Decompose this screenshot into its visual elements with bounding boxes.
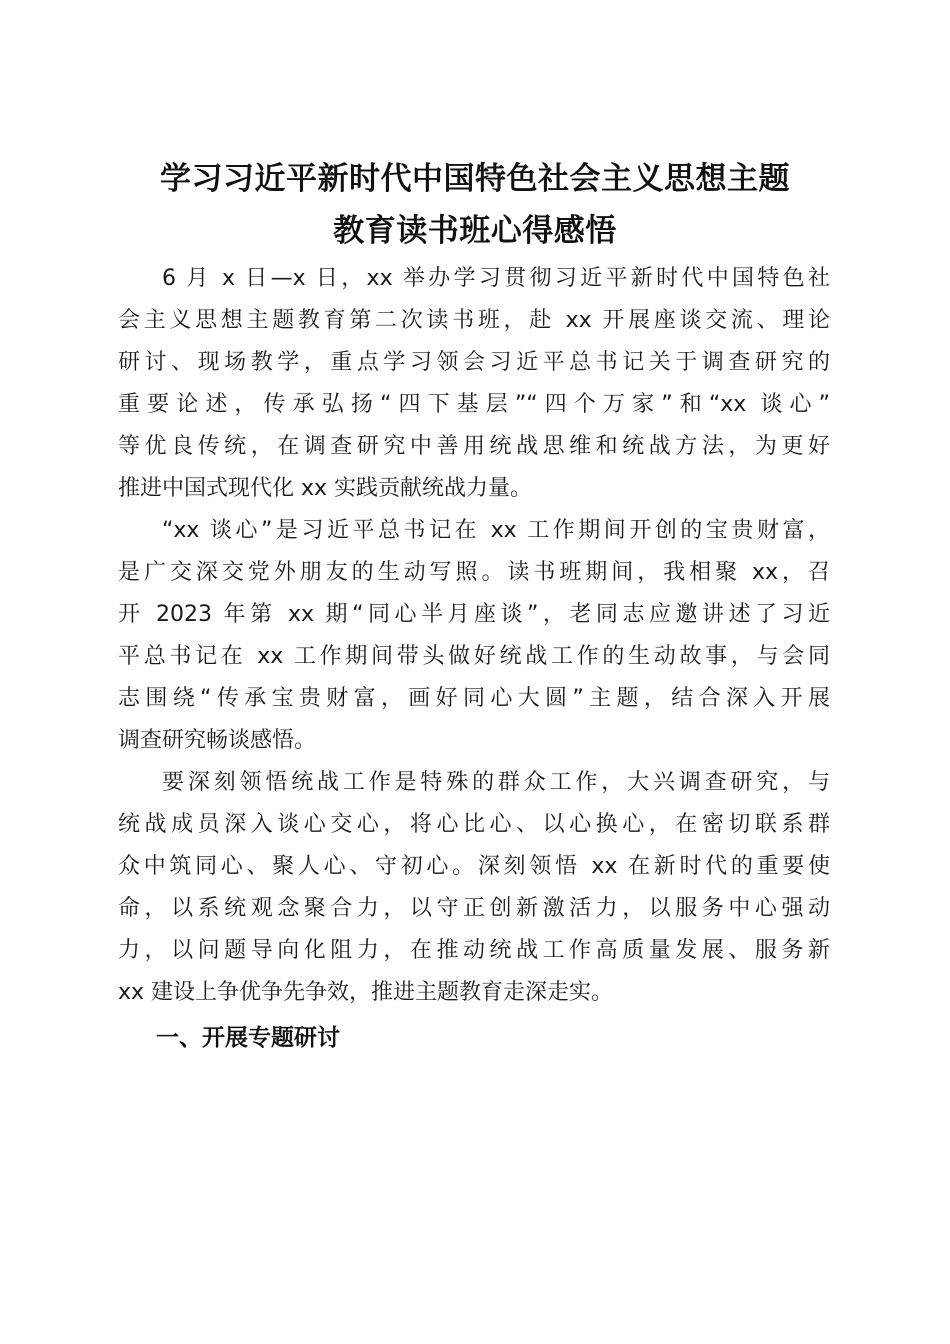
section-heading: 一、开展专题研讨 xyxy=(156,1025,340,1051)
paragraph-line: 开 2023 年第 xx 期“同心半月座谈”，老同志应邀讲述了习近 xyxy=(118,602,830,627)
paragraph-line: xx 建设上争优争先争效，推进主题教育走深走实。 xyxy=(118,980,614,1005)
paragraph-line: 推进中国式现代化 xx 实践贡献统战力量。 xyxy=(118,476,533,501)
paragraph-line: 志围绕“传承宝贵财富，画好同心大圆”主题，结合深入开展 xyxy=(118,686,830,711)
paragraph-line: “xx 谈心”是习近平总书记在 xx 工作期间开创的宝贵财富， xyxy=(162,518,830,543)
paragraph-line: 等优良传统，在调查研究中善用统战思维和统战方法，为更好 xyxy=(118,434,830,459)
document-body xyxy=(118,258,830,1060)
paragraph-line: 命，以系统观念聚合力，以守正创新激活力，以服务中心强动 xyxy=(118,896,830,921)
paragraph-line: 6 月 x 日—x 日，xx 举办学习贯彻习近平新时代中国特色社 xyxy=(162,266,830,291)
paragraph-line: 力，以问题导向化阻力，在推动统战工作高质量发展、服务新 xyxy=(118,938,830,963)
paragraph-3 xyxy=(118,762,830,1014)
paragraph-line: 调查研究畅谈感悟。 xyxy=(118,728,317,753)
paragraph-line: 会主义思想主题教育第二次读书班，赴 xx 开展座谈交流、理论 xyxy=(118,308,830,333)
title-line-1: 学习习近平新时代中国特色社会主义思想主题 xyxy=(160,160,790,197)
paragraph-line: 众中筑同心、聚人心、守初心。深刻领悟 xx 在新时代的重要使 xyxy=(118,854,830,879)
paragraph-1 xyxy=(118,258,830,510)
title-line-2: 教育读书班心得感悟 xyxy=(333,212,617,249)
paragraph-2 xyxy=(118,510,830,762)
paragraph-line: 是广交深交党外朋友的生动写照。读书班期间，我相聚 xx，召 xyxy=(118,560,830,585)
paragraph-line: 平总书记在 xx 工作期间带头做好统战工作的生动故事，与会同 xyxy=(118,644,830,669)
paragraph-line: 重要论述，传承弘扬“四下基层”“四个万家”和“xx 谈心” xyxy=(118,392,830,417)
paragraph-line: 统战成员深入谈心交心，将心比心、以心换心，在密切联系群 xyxy=(118,812,830,837)
document-title xyxy=(100,153,850,257)
paragraph-line: 要深刻领悟统战工作是特殊的群众工作，大兴调查研究，与 xyxy=(162,770,830,795)
paragraph-line: 研讨、现场教学，重点学习领会习近平总书记关于调查研究的 xyxy=(118,350,830,375)
